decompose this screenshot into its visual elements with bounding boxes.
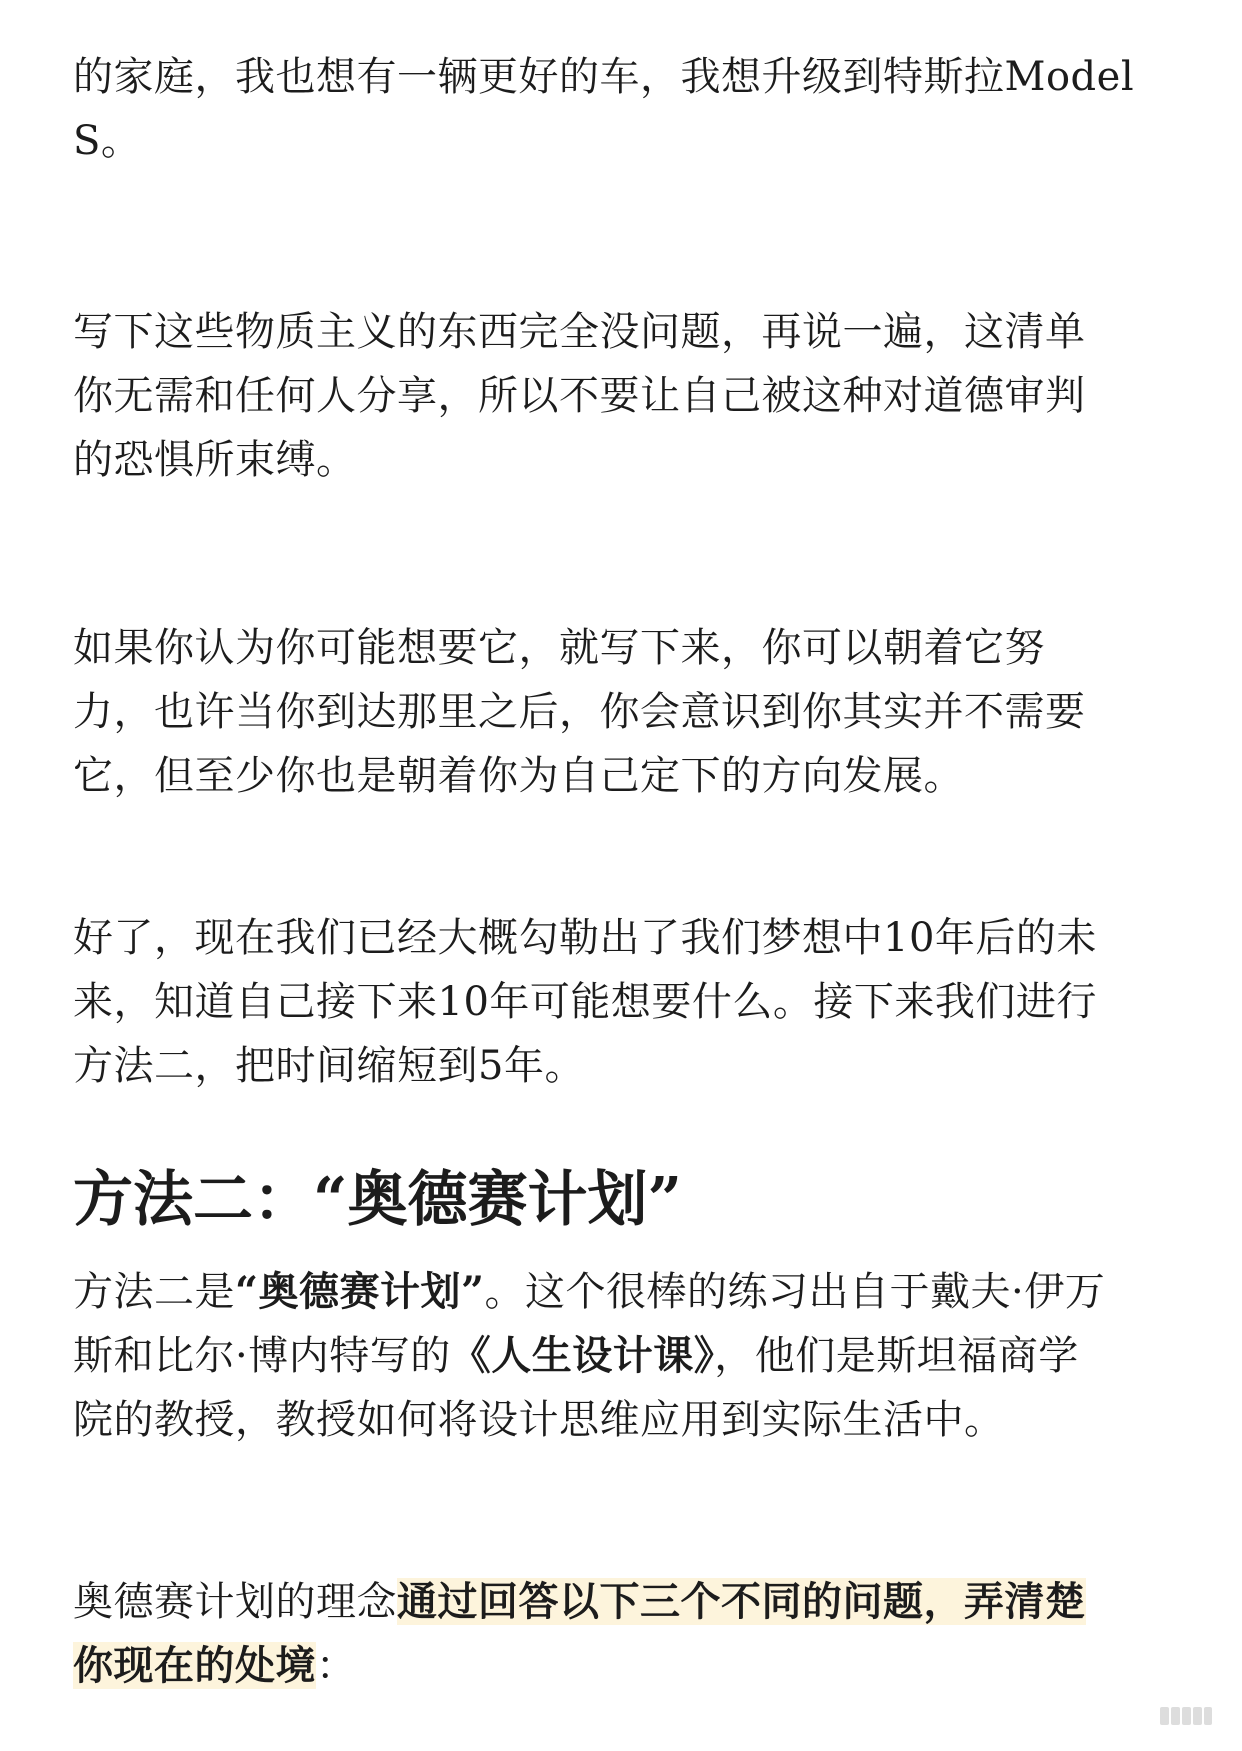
paragraph-line: 来，知道自己接下来10年可能想要什么。接下来我们进行 [73, 979, 1097, 1025]
paragraph-line: 写下这些物质主义的东西完全没问题，再说一遍，这清单 [73, 309, 1086, 355]
text-run: 。这个很棒的练习出自于戴夫·伊万 [484, 1269, 1106, 1315]
bold-text: “奥德赛计划” [235, 1268, 485, 1315]
paragraph-6 [73, 1570, 1173, 1698]
text-run: 奥德赛计划的理念 [73, 1579, 397, 1625]
paragraph-3 [73, 616, 1173, 808]
section-heading: 方法二：“奥德赛计划” [73, 1165, 683, 1235]
paragraph-4 [73, 906, 1173, 1098]
highlighted-text: 你现在的处境 [73, 1642, 316, 1689]
paragraph-line [73, 1634, 1173, 1698]
text-run: ： [316, 1643, 357, 1689]
text-run: ，他们是斯坦福商学 [714, 1333, 1079, 1379]
paragraph-5 [73, 1260, 1173, 1452]
paragraph-line [73, 1260, 1173, 1324]
bold-text: 《人生设计课》 [450, 1332, 715, 1379]
highlighted-text: 通过回答以下三个不同的问题，弄清楚 [397, 1578, 1086, 1625]
paragraph-line: 的家庭，我也想有一辆更好的车，我想升级到特斯拉Model [73, 54, 1135, 100]
paragraph-line: 如果你认为你可能想要它，就写下来，你可以朝着它努 [73, 625, 1045, 671]
paragraph-line: 你无需和任何人分享，所以不要让自己被这种对道德审判 [73, 373, 1086, 419]
paragraph-1 [73, 45, 1173, 173]
weibo-watermark-icon [1158, 1703, 1214, 1729]
paragraph-line: 好了，现在我们已经大概勾勒出了我们梦想中10年后的未 [73, 915, 1097, 961]
paragraph-line: S。 [73, 118, 142, 164]
text-run: 斯和比尔·博内特写的 [73, 1333, 451, 1379]
paragraph-line [73, 1570, 1173, 1634]
paragraph-line: 的恐惧所束缚。 [73, 437, 357, 483]
paragraph-line: 它，但至少你也是朝着你为自己定下的方向发展。 [73, 753, 964, 799]
paragraph-line: 方法二，把时间缩短到5年。 [73, 1043, 585, 1089]
paragraph-line: 院的教授，教授如何将设计思维应用到实际生活中。 [73, 1397, 1005, 1443]
paragraph-line: 力，也许当你到达那里之后，你会意识到你其实并不需要 [73, 689, 1086, 735]
paragraph-2 [73, 300, 1173, 492]
paragraph-line [73, 1324, 1173, 1388]
text-run: 方法二是 [73, 1269, 235, 1315]
